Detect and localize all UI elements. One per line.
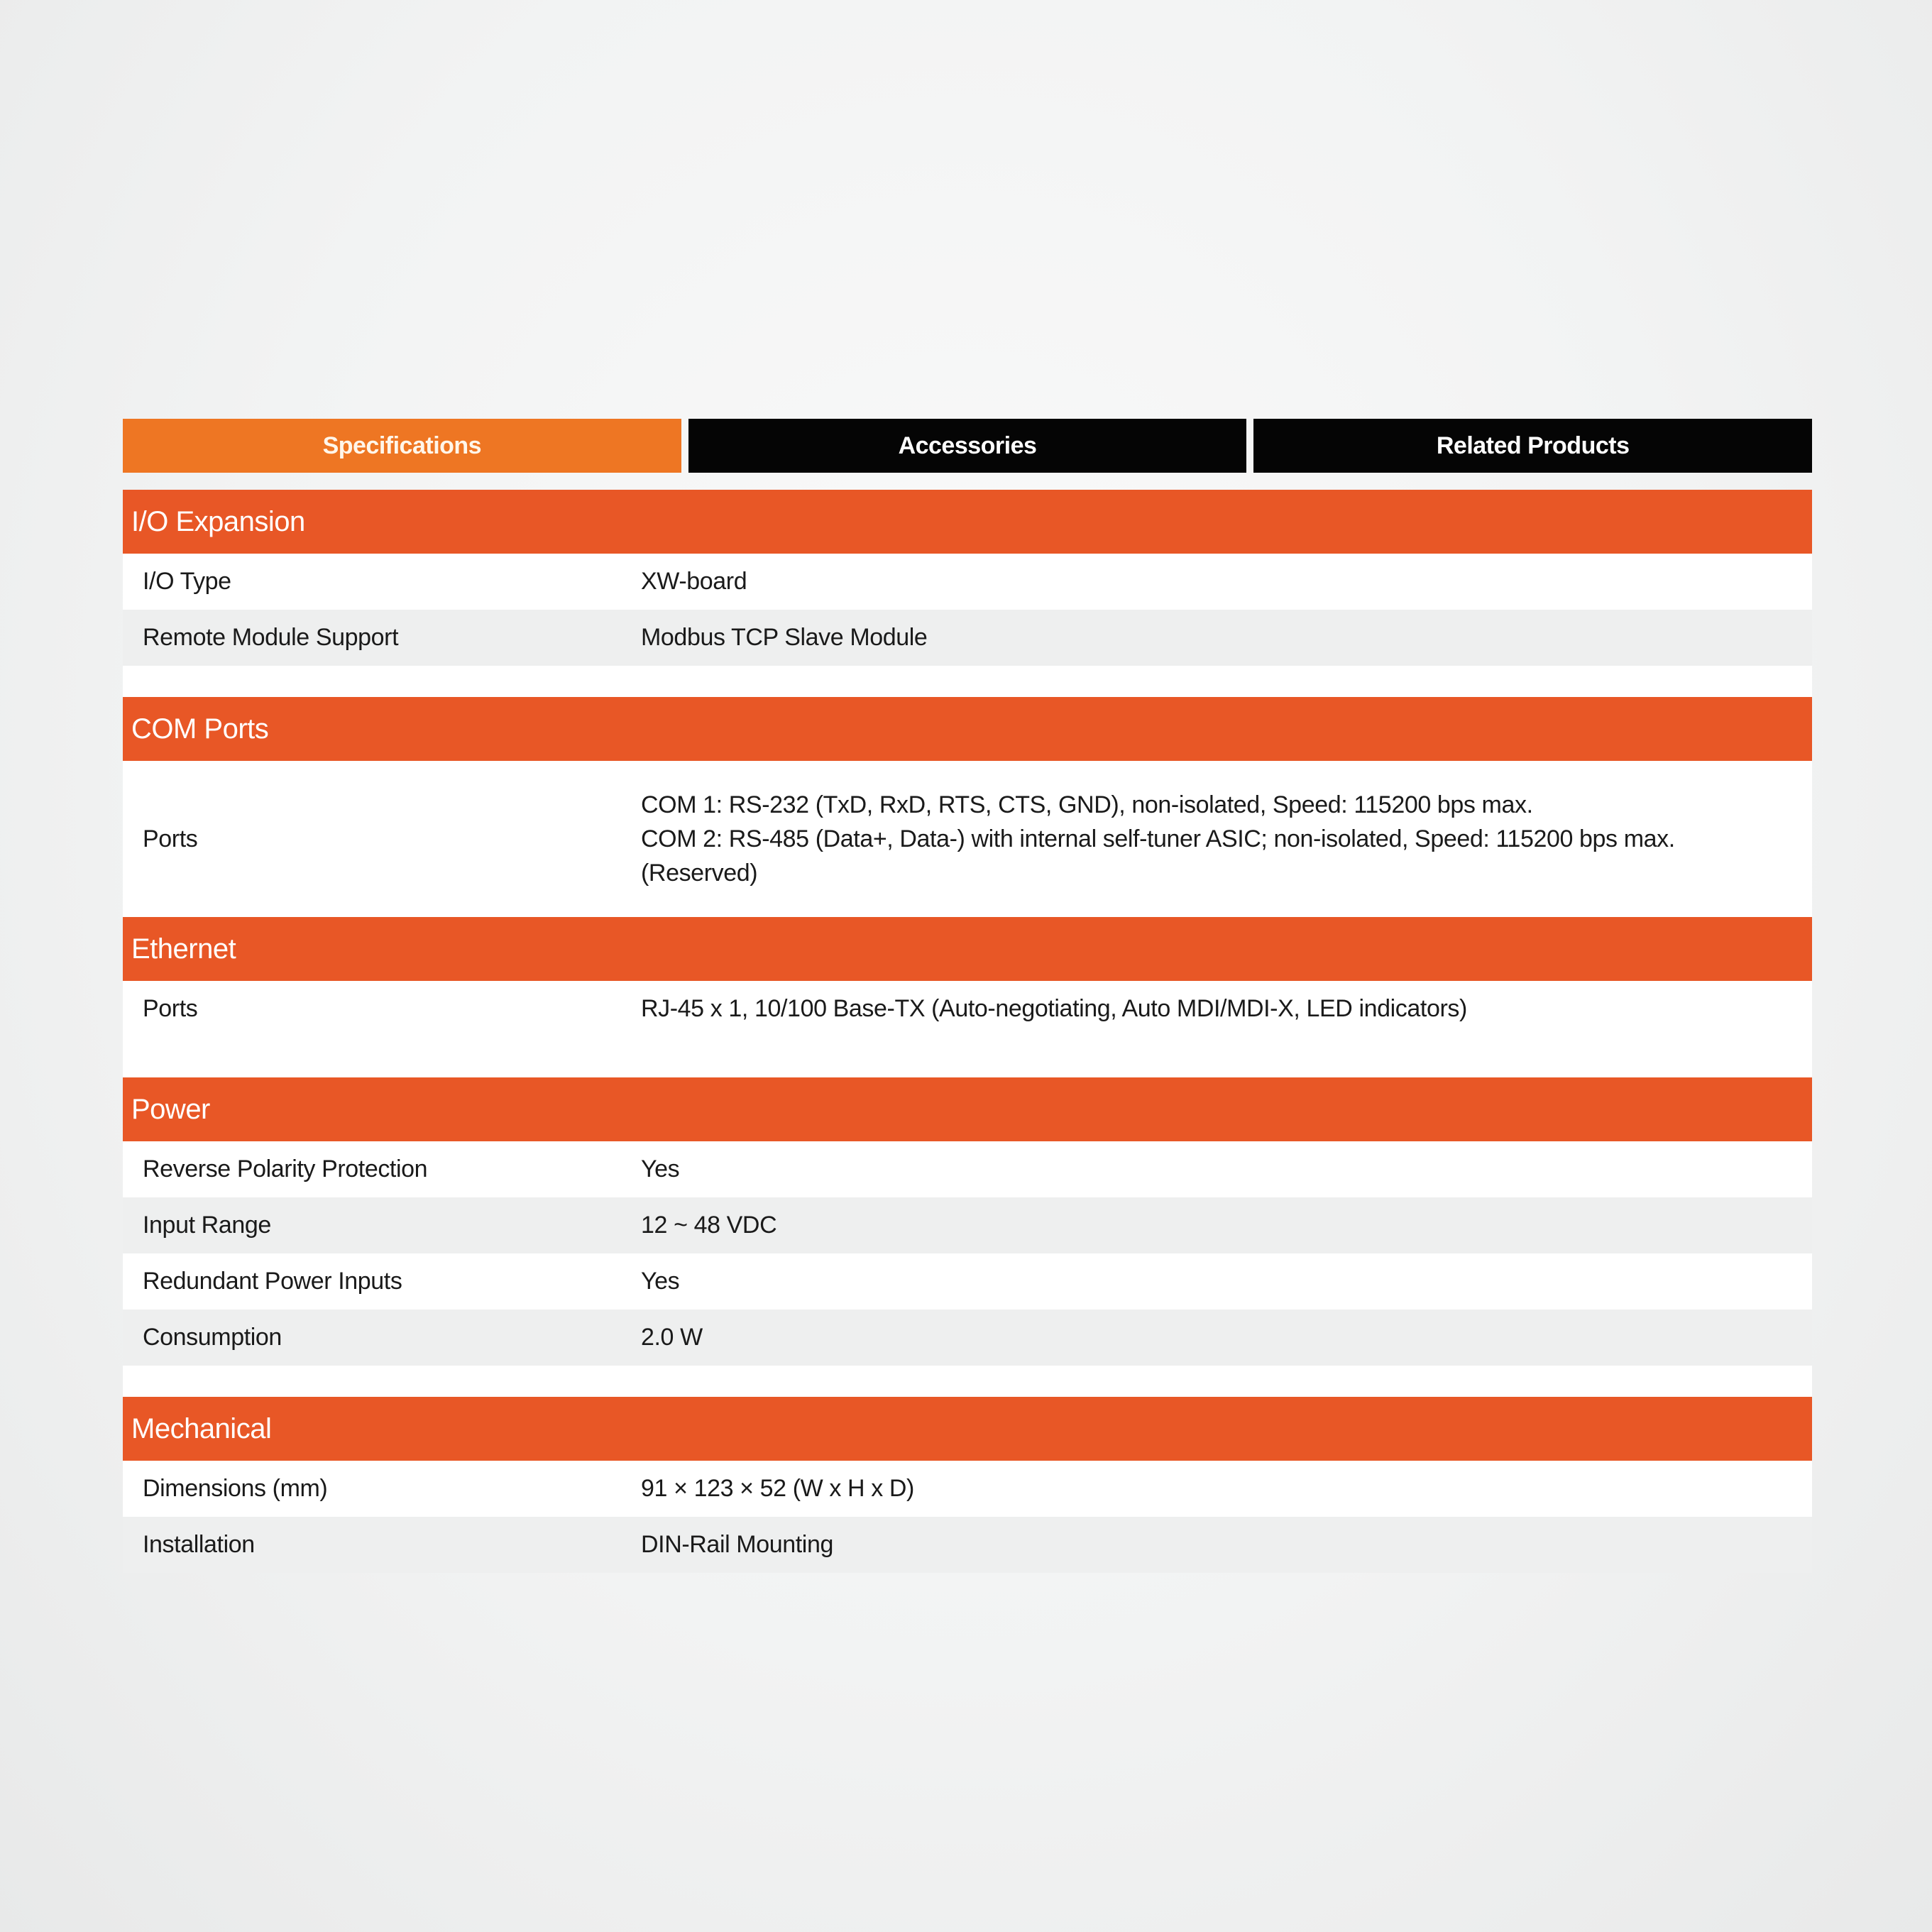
spec-label: Ports [143, 995, 198, 1022]
table-row [123, 1517, 1812, 1573]
table-row [123, 1461, 1812, 1517]
spec-value: 12 ~ 48 VDC [641, 1212, 777, 1239]
com1-line: COM 1: RS-232 (TxD, RxD, RTS, CTS, GND), non-isolated, Speed: 115200 bps max. [641, 791, 1533, 818]
table-row [123, 610, 1812, 666]
spec-panel [123, 419, 1812, 1573]
spec-label: Consumption [143, 1324, 282, 1351]
section-spacer [123, 666, 1812, 697]
tab-accessories[interactable]: Accessories [688, 419, 1247, 473]
spec-label: Reverse Polarity Protection [143, 1156, 428, 1182]
section-header-io-expansion: I/O Expansion [123, 490, 1812, 554]
spec-value: Yes [641, 1268, 680, 1295]
spec-value [641, 788, 1812, 890]
spec-label: Ports [143, 825, 198, 852]
spec-value: 91 × 123 × 52 (W x H x D) [641, 1475, 914, 1502]
com2-line: COM 2: RS-485 (Data+, Data-) with internal self-tuner ASIC; non-isolated, Speed: 115200 bps max. [641, 825, 1675, 852]
spec-value: DIN-Rail Mounting [641, 1531, 833, 1558]
table-row [123, 1310, 1812, 1366]
spec-label: Dimensions (mm) [143, 1475, 328, 1502]
spec-value: Modbus TCP Slave Module [641, 624, 928, 651]
section-spacer [123, 1366, 1812, 1397]
spec-label: Input Range [143, 1212, 271, 1239]
table-row [123, 1141, 1812, 1197]
section-header-ethernet: Ethernet [123, 917, 1812, 981]
table-row [123, 554, 1812, 610]
tab-specifications[interactable]: Specifications [123, 419, 681, 473]
table-row [123, 981, 1812, 1052]
tab-bar [123, 419, 1812, 473]
tab-related-products[interactable]: Related Products [1253, 419, 1812, 473]
spec-value: XW-board [641, 568, 747, 595]
table-row [123, 1253, 1812, 1310]
spec-label: Remote Module Support [143, 624, 399, 651]
reserved-line: (Reserved) [641, 860, 758, 887]
specifications-table [123, 490, 1812, 1573]
table-row [123, 1197, 1812, 1253]
spec-value: RJ-45 x 1, 10/100 Base-TX (Auto-negotiating, Auto MDI/MDI-X, LED indicators) [641, 995, 1467, 1022]
spec-label: Redundant Power Inputs [143, 1268, 402, 1295]
section-header-mechanical: Mechanical [123, 1397, 1812, 1461]
spec-value: Yes [641, 1156, 680, 1182]
section-header-power: Power [123, 1077, 1812, 1141]
spec-value: 2.0 W [641, 1324, 703, 1351]
section-spacer [123, 1052, 1812, 1077]
spec-label: Installation [143, 1531, 255, 1558]
spec-label: I/O Type [143, 568, 231, 595]
section-header-com-ports: COM Ports [123, 697, 1812, 761]
table-row [123, 761, 1812, 917]
